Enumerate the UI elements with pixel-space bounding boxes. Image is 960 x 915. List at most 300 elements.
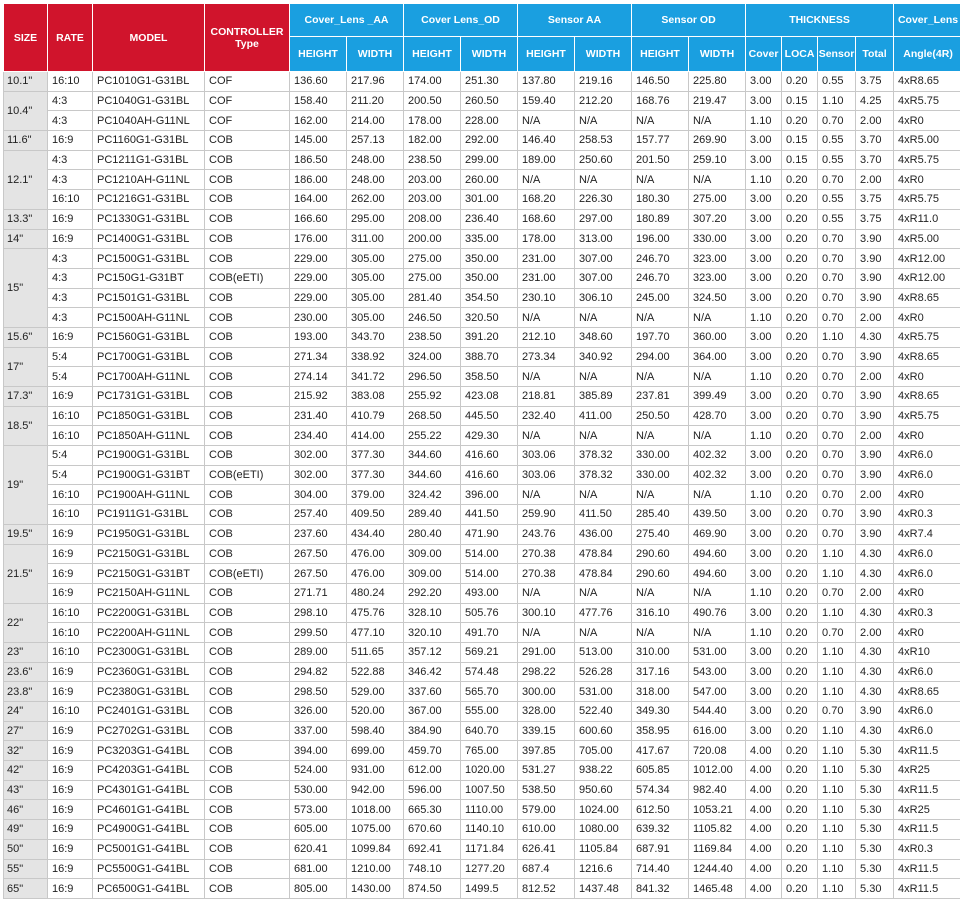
cell-cover-aa-width: 217.96 (347, 72, 404, 92)
cell-model: PC1216G1-G31BL (93, 190, 205, 210)
cell-controller: COB (205, 387, 290, 407)
cell-model: PC1400G1-G31BL (93, 229, 205, 249)
cell-sensor-od-width: 402.32 (689, 465, 746, 485)
cell-sensor-od-width: 364.00 (689, 347, 746, 367)
cell-rate: 5:4 (48, 347, 93, 367)
cell-cover-aa-height: 166.60 (290, 209, 347, 229)
cell-sensor-od-width: 324.50 (689, 288, 746, 308)
cell-thickness-total: 2.00 (856, 111, 894, 131)
cell-thickness-total: 5.30 (856, 839, 894, 859)
cell-model: PC2300G1-G31BL (93, 642, 205, 662)
cell-model: PC4601G1-G41BL (93, 800, 205, 820)
cell-controller: COB (205, 682, 290, 702)
cell-cover-od-height: 357.12 (404, 642, 461, 662)
cell-cover-od-width: 505.76 (461, 603, 518, 623)
cell-cover-od-height: 208.00 (404, 209, 461, 229)
cell-cover-od-width: 569.21 (461, 642, 518, 662)
cell-cover-aa-width: 248.00 (347, 150, 404, 170)
cell-thickness-cover: 3.00 (746, 682, 782, 702)
cell-sensor-aa-height: 300.10 (518, 603, 575, 623)
cell-rate: 16:9 (48, 761, 93, 781)
cell-angle: 4xR0 (894, 485, 960, 505)
cell-angle: 4xR12.00 (894, 249, 960, 269)
cell-angle: 4xR0 (894, 367, 960, 387)
cell-thickness-sensor: 0.70 (818, 465, 856, 485)
cell-rate: 16:10 (48, 406, 93, 426)
cell-cover-od-width: 391.20 (461, 327, 518, 347)
cell-thickness-sensor: 0.70 (818, 308, 856, 328)
cell-sensor-od-width: 439.50 (689, 505, 746, 525)
cell-cover-aa-width: 305.00 (347, 249, 404, 269)
cell-cover-aa-height: 302.00 (290, 465, 347, 485)
cell-cover-od-width: 555.00 (461, 702, 518, 722)
cell-cover-od-height: 182.00 (404, 131, 461, 151)
header-cover-aa-width: WIDTH (347, 37, 404, 72)
cell-controller: COB (205, 327, 290, 347)
cell-angle: 4xR6.0 (894, 465, 960, 485)
cell-controller: COB (205, 308, 290, 328)
cell-controller: COB (205, 583, 290, 603)
cell-thickness-loca: 0.15 (782, 131, 818, 151)
cell-thickness-sensor: 1.10 (818, 820, 856, 840)
cell-sensor-od-width: 219.47 (689, 91, 746, 111)
cell-size: 27" (4, 721, 48, 741)
cell-controller: COB (205, 150, 290, 170)
cell-cover-aa-height: 145.00 (290, 131, 347, 151)
cell-cover-aa-width: 409.50 (347, 505, 404, 525)
cell-thickness-loca: 0.20 (782, 583, 818, 603)
cell-thickness-loca: 0.20 (782, 308, 818, 328)
cell-sensor-aa-width: 313.00 (575, 229, 632, 249)
cell-cover-od-height: 203.00 (404, 190, 461, 210)
cell-sensor-od-width: 399.49 (689, 387, 746, 407)
cell-thickness-loca: 0.20 (782, 839, 818, 859)
header-sensor-aa-width: WIDTH (575, 37, 632, 72)
cell-sensor-od-width: 1053.21 (689, 800, 746, 820)
cell-angle: 4xR5.75 (894, 91, 960, 111)
cell-cover-aa-width: 377.30 (347, 465, 404, 485)
cell-cover-aa-height: 215.92 (290, 387, 347, 407)
cell-cover-aa-height: 299.50 (290, 623, 347, 643)
cell-rate: 16:9 (48, 741, 93, 761)
cell-sensor-od-width: 225.80 (689, 72, 746, 92)
cell-sensor-aa-width: 478.84 (575, 564, 632, 584)
cell-sensor-aa-width: 477.76 (575, 603, 632, 623)
cell-cover-aa-height: 620.41 (290, 839, 347, 859)
cell-cover-aa-width: 414.00 (347, 426, 404, 446)
cell-sensor-od-width: 360.00 (689, 327, 746, 347)
cell-controller: COB (205, 702, 290, 722)
cell-cover-od-height: 612.00 (404, 761, 461, 781)
cell-model: PC1911G1-G31BL (93, 505, 205, 525)
cell-thickness-loca: 0.20 (782, 387, 818, 407)
table-row (4, 209, 960, 229)
cell-angle: 4xR0.3 (894, 603, 960, 623)
cell-thickness-loca: 0.20 (782, 209, 818, 229)
cell-cover-aa-width: 522.88 (347, 662, 404, 682)
cell-cover-aa-height: 237.60 (290, 524, 347, 544)
cell-thickness-cover: 1.10 (746, 623, 782, 643)
cell-thickness-sensor: 0.70 (818, 170, 856, 190)
cell-thickness-loca: 0.20 (782, 347, 818, 367)
table-row (4, 111, 960, 131)
cell-cover-od-width: 1140.10 (461, 820, 518, 840)
cell-controller: COB (205, 820, 290, 840)
cell-cover-od-height: 328.10 (404, 603, 461, 623)
cell-cover-aa-height: 231.40 (290, 406, 347, 426)
cell-thickness-cover: 3.00 (746, 131, 782, 151)
cell-cover-od-height: 692.41 (404, 839, 461, 859)
cell-sensor-od-height: 639.32 (632, 820, 689, 840)
cell-thickness-sensor: 0.70 (818, 623, 856, 643)
cell-sensor-od-height: N/A (632, 583, 689, 603)
cell-angle: 4xR0 (894, 308, 960, 328)
cell-cover-od-width: 292.00 (461, 131, 518, 151)
cell-cover-od-width: 350.00 (461, 268, 518, 288)
cell-cover-od-height: 874.50 (404, 879, 461, 899)
cell-thickness-cover: 4.00 (746, 820, 782, 840)
cell-model: PC4203G1-G41BL (93, 761, 205, 781)
cell-angle: 4xR11.5 (894, 820, 960, 840)
cell-cover-od-height: 344.60 (404, 446, 461, 466)
cell-angle: 4xR7.4 (894, 524, 960, 544)
cell-model: PC5001G1-G41BL (93, 839, 205, 859)
cell-thickness-total: 4.30 (856, 721, 894, 741)
cell-cover-od-height: 178.00 (404, 111, 461, 131)
cell-thickness-cover: 3.00 (746, 564, 782, 584)
cell-thickness-loca: 0.20 (782, 859, 818, 879)
cell-rate: 16:9 (48, 131, 93, 151)
cell-angle: 4xR11.0 (894, 209, 960, 229)
cell-thickness-cover: 4.00 (746, 839, 782, 859)
cell-cover-aa-height: 681.00 (290, 859, 347, 879)
cell-sensor-od-width: 544.40 (689, 702, 746, 722)
cell-sensor-od-height: 180.30 (632, 190, 689, 210)
cell-sensor-aa-height: 303.06 (518, 446, 575, 466)
header-model: MODEL (93, 4, 205, 72)
cell-sensor-aa-height: 189.00 (518, 150, 575, 170)
cell-cover-aa-height: 158.40 (290, 91, 347, 111)
cell-sensor-aa-height: 232.40 (518, 406, 575, 426)
cell-rate: 16:10 (48, 642, 93, 662)
cell-thickness-total: 3.75 (856, 72, 894, 92)
cell-cover-aa-height: 229.00 (290, 249, 347, 269)
cell-size: 21.5" (4, 544, 48, 603)
cell-size: 42" (4, 761, 48, 781)
cell-rate: 4:3 (48, 170, 93, 190)
cell-cover-od-height: 174.00 (404, 72, 461, 92)
cell-controller: COB(eETI) (205, 564, 290, 584)
cell-sensor-aa-width: 258.53 (575, 131, 632, 151)
cell-cover-aa-width: 434.40 (347, 524, 404, 544)
cell-sensor-aa-height: 300.00 (518, 682, 575, 702)
cell-cover-aa-height: 176.00 (290, 229, 347, 249)
cell-sensor-od-height: 250.50 (632, 406, 689, 426)
cell-angle: 4xR6.0 (894, 544, 960, 564)
cell-cover-od-width: 350.00 (461, 249, 518, 269)
cell-cover-aa-height: 302.00 (290, 446, 347, 466)
cell-sensor-aa-width: N/A (575, 485, 632, 505)
cell-controller: COB (205, 446, 290, 466)
cell-sensor-aa-height: 531.27 (518, 761, 575, 781)
table-row (4, 800, 960, 820)
cell-cover-od-height: 346.42 (404, 662, 461, 682)
cell-size: 22" (4, 603, 48, 642)
cell-controller: COB(eETI) (205, 268, 290, 288)
cell-cover-aa-width: 262.00 (347, 190, 404, 210)
cell-thickness-sensor: 0.70 (818, 367, 856, 387)
cell-thickness-sensor: 1.10 (818, 662, 856, 682)
cell-thickness-loca: 0.20 (782, 524, 818, 544)
cell-cover-aa-width: 214.00 (347, 111, 404, 131)
cell-angle: 4xR5.00 (894, 131, 960, 151)
cell-cover-od-height: 337.60 (404, 682, 461, 702)
cell-cover-aa-width: 598.40 (347, 721, 404, 741)
cell-thickness-sensor: 1.10 (818, 682, 856, 702)
cell-thickness-loca: 0.20 (782, 721, 818, 741)
cell-size: 10.1" (4, 72, 48, 92)
table-row (4, 190, 960, 210)
cell-thickness-loca: 0.20 (782, 367, 818, 387)
cell-sensor-aa-height: 303.06 (518, 465, 575, 485)
cell-thickness-total: 3.75 (856, 209, 894, 229)
cell-cover-aa-height: 605.00 (290, 820, 347, 840)
cell-controller: COB (205, 662, 290, 682)
cell-cover-aa-width: 1430.00 (347, 879, 404, 899)
cell-sensor-od-height: 316.10 (632, 603, 689, 623)
cell-sensor-od-height: 687.91 (632, 839, 689, 859)
cell-rate: 4:3 (48, 249, 93, 269)
cell-sensor-od-height: 196.00 (632, 229, 689, 249)
cell-rate: 16:9 (48, 839, 93, 859)
cell-cover-od-width: 1171.84 (461, 839, 518, 859)
cell-thickness-total: 2.00 (856, 583, 894, 603)
table-row (4, 170, 960, 190)
cell-thickness-total: 2.00 (856, 170, 894, 190)
cell-sensor-od-height: 197.70 (632, 327, 689, 347)
cell-rate: 16:9 (48, 662, 93, 682)
cell-thickness-cover: 3.00 (746, 288, 782, 308)
header-cover-od-height: HEIGHT (404, 37, 461, 72)
cell-sensor-aa-height: 159.40 (518, 91, 575, 111)
cell-thickness-loca: 0.20 (782, 72, 818, 92)
cell-thickness-sensor: 0.70 (818, 505, 856, 525)
cell-thickness-cover: 4.00 (746, 859, 782, 879)
cell-thickness-total: 3.90 (856, 524, 894, 544)
cell-model: PC150G1-G31BT (93, 268, 205, 288)
cell-sensor-aa-width: 385.89 (575, 387, 632, 407)
cell-thickness-sensor: 0.55 (818, 209, 856, 229)
cell-sensor-aa-width: 1216.6 (575, 859, 632, 879)
cell-cover-aa-width: 480.24 (347, 583, 404, 603)
cell-cover-od-width: 491.70 (461, 623, 518, 643)
cell-cover-aa-height: 229.00 (290, 288, 347, 308)
cell-sensor-od-width: N/A (689, 623, 746, 643)
cell-thickness-loca: 0.20 (782, 544, 818, 564)
cell-cover-aa-height: 298.50 (290, 682, 347, 702)
header-group-cover-lens: Cover_Lens (894, 4, 960, 37)
cell-sensor-od-height: 358.95 (632, 721, 689, 741)
cell-sensor-aa-height: 259.90 (518, 505, 575, 525)
cell-sensor-od-height: N/A (632, 623, 689, 643)
cell-rate: 5:4 (48, 446, 93, 466)
cell-cover-od-width: 1277.20 (461, 859, 518, 879)
cell-cover-od-width: 299.00 (461, 150, 518, 170)
cell-cover-od-height: 324.42 (404, 485, 461, 505)
cell-model: PC1330G1-G31BL (93, 209, 205, 229)
cell-sensor-od-width: 269.90 (689, 131, 746, 151)
cell-sensor-od-width: 323.00 (689, 268, 746, 288)
cell-cover-aa-width: 1099.84 (347, 839, 404, 859)
cell-sensor-od-height: 605.85 (632, 761, 689, 781)
cell-thickness-sensor: 1.10 (818, 642, 856, 662)
cell-thickness-total: 2.00 (856, 426, 894, 446)
cell-sensor-aa-height: 538.50 (518, 780, 575, 800)
cell-cover-aa-height: 267.50 (290, 544, 347, 564)
cell-sensor-od-width: 469.90 (689, 524, 746, 544)
cell-angle: 4xR10 (894, 642, 960, 662)
cell-sensor-aa-height: 328.00 (518, 702, 575, 722)
cell-thickness-loca: 0.20 (782, 603, 818, 623)
cell-size: 49" (4, 820, 48, 840)
cell-cover-od-height: 320.10 (404, 623, 461, 643)
cell-cover-od-height: 384.90 (404, 721, 461, 741)
cell-sensor-aa-height: 579.00 (518, 800, 575, 820)
cell-sensor-od-width: 323.00 (689, 249, 746, 269)
cell-sensor-aa-height: 298.22 (518, 662, 575, 682)
cell-sensor-od-width: 307.20 (689, 209, 746, 229)
cell-angle: 4xR5.75 (894, 406, 960, 426)
cell-cover-od-width: 320.50 (461, 308, 518, 328)
cell-cover-od-width: 640.70 (461, 721, 518, 741)
cell-model: PC1211G1-G31BL (93, 150, 205, 170)
cell-cover-aa-height: 162.00 (290, 111, 347, 131)
cell-rate: 16:10 (48, 190, 93, 210)
table-header (4, 4, 960, 72)
cell-cover-od-width: 358.50 (461, 367, 518, 387)
table-row (4, 702, 960, 722)
cell-thickness-total: 4.30 (856, 682, 894, 702)
cell-sensor-od-height: 841.32 (632, 879, 689, 899)
table-row (4, 485, 960, 505)
cell-model: PC1501G1-G31BL (93, 288, 205, 308)
cell-thickness-loca: 0.20 (782, 564, 818, 584)
cell-sensor-od-width: 616.00 (689, 721, 746, 741)
cell-model: PC2200G1-G31BL (93, 603, 205, 623)
cell-size: 50" (4, 839, 48, 859)
cell-sensor-od-height: 180.89 (632, 209, 689, 229)
spec-table (3, 3, 960, 899)
header-thickness-total: Total (856, 37, 894, 72)
cell-controller: COB (205, 642, 290, 662)
cell-thickness-cover: 1.10 (746, 308, 782, 328)
cell-thickness-total: 4.30 (856, 544, 894, 564)
table-row (4, 229, 960, 249)
cell-sensor-od-width: 1244.40 (689, 859, 746, 879)
cell-cover-aa-height: 530.00 (290, 780, 347, 800)
cell-sensor-od-width: 547.00 (689, 682, 746, 702)
cell-sensor-aa-height: 397.85 (518, 741, 575, 761)
cell-controller: COB (205, 524, 290, 544)
table-row (4, 505, 960, 525)
cell-model: PC2150AH-G11NL (93, 583, 205, 603)
cell-sensor-aa-width: 705.00 (575, 741, 632, 761)
cell-thickness-sensor: 1.10 (818, 544, 856, 564)
cell-sensor-od-height: 417.67 (632, 741, 689, 761)
cell-size: 46" (4, 800, 48, 820)
cell-thickness-sensor: 0.70 (818, 485, 856, 505)
cell-rate: 16:10 (48, 623, 93, 643)
cell-size: 10.4" (4, 91, 48, 130)
cell-cover-od-width: 1020.00 (461, 761, 518, 781)
cell-thickness-loca: 0.20 (782, 229, 818, 249)
cell-thickness-total: 3.90 (856, 465, 894, 485)
cell-thickness-total: 5.30 (856, 820, 894, 840)
cell-thickness-cover: 3.00 (746, 268, 782, 288)
header-group-cover-lens-od: Cover Lens_OD (404, 4, 518, 37)
cell-rate: 16:9 (48, 209, 93, 229)
cell-sensor-od-height: 237.81 (632, 387, 689, 407)
cell-cover-od-height: 200.00 (404, 229, 461, 249)
cell-cover-od-width: 228.00 (461, 111, 518, 131)
cell-sensor-od-width: N/A (689, 426, 746, 446)
cell-sensor-aa-width: 478.84 (575, 544, 632, 564)
cell-thickness-loca: 0.20 (782, 623, 818, 643)
cell-angle: 4xR25 (894, 761, 960, 781)
cell-model: PC2360G1-G31BL (93, 662, 205, 682)
table-row (4, 446, 960, 466)
cell-cover-od-height: 246.50 (404, 308, 461, 328)
cell-cover-aa-width: 377.30 (347, 446, 404, 466)
cell-size: 17.3" (4, 387, 48, 407)
cell-cover-aa-width: 257.13 (347, 131, 404, 151)
cell-thickness-sensor: 0.55 (818, 150, 856, 170)
cell-sensor-aa-width: 378.32 (575, 465, 632, 485)
table-row (4, 623, 960, 643)
cell-cover-aa-height: 234.40 (290, 426, 347, 446)
cell-sensor-aa-width: 513.00 (575, 642, 632, 662)
cell-controller: COF (205, 72, 290, 92)
table-row (4, 91, 960, 111)
cell-thickness-total: 4.30 (856, 603, 894, 623)
header-thickness-sensor: Sensor (818, 37, 856, 72)
cell-cover-od-height: 367.00 (404, 702, 461, 722)
cell-sensor-aa-height: 146.40 (518, 131, 575, 151)
cell-sensor-od-width: 1465.48 (689, 879, 746, 899)
cell-sensor-aa-height: 168.20 (518, 190, 575, 210)
cell-controller: COB (205, 229, 290, 249)
table-row (4, 367, 960, 387)
cell-sensor-aa-height: N/A (518, 623, 575, 643)
cell-thickness-total: 3.90 (856, 446, 894, 466)
cell-thickness-loca: 0.20 (782, 327, 818, 347)
cell-size: 18.5" (4, 406, 48, 445)
cell-sensor-od-height: 310.00 (632, 642, 689, 662)
cell-sensor-od-height: 275.40 (632, 524, 689, 544)
cell-thickness-total: 5.30 (856, 800, 894, 820)
cell-cover-aa-height: 274.14 (290, 367, 347, 387)
cell-thickness-cover: 3.00 (746, 327, 782, 347)
table-row (4, 564, 960, 584)
header-sensor-od-height: HEIGHT (632, 37, 689, 72)
cell-sensor-od-height: N/A (632, 111, 689, 131)
cell-cover-od-width: 514.00 (461, 544, 518, 564)
cell-cover-od-height: 748.10 (404, 859, 461, 879)
cell-cover-od-width: 565.70 (461, 682, 518, 702)
cell-sensor-aa-height: 137.80 (518, 72, 575, 92)
cell-model: PC2702G1-G31BL (93, 721, 205, 741)
cell-angle: 4xR12.00 (894, 268, 960, 288)
